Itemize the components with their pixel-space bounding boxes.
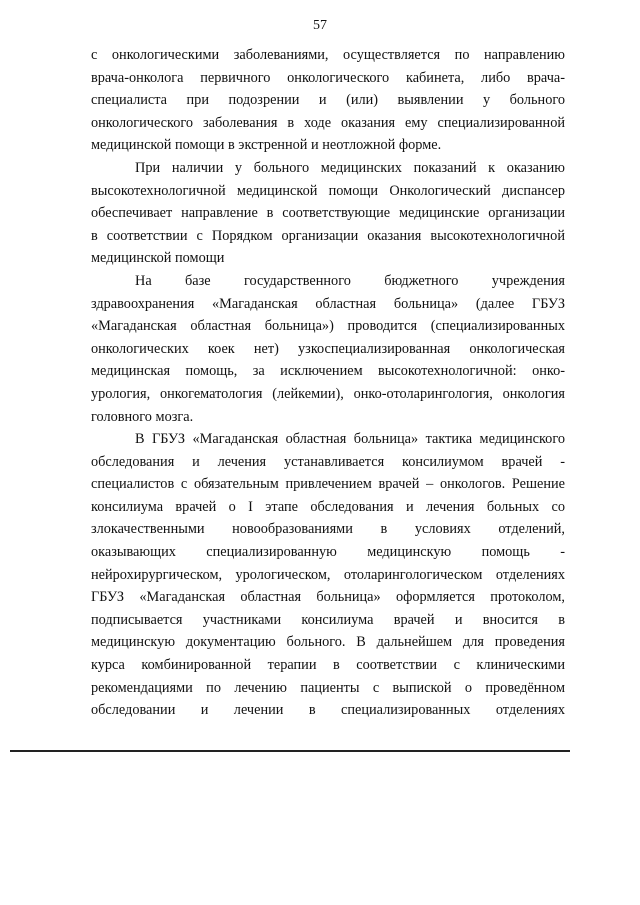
paragraph-line: онкологического заболевания в ходе оказания ему специализированной: [91, 114, 565, 131]
paragraph-line: медицинскую документацию больного. В дальнейшем для проведения: [91, 634, 565, 651]
paragraph-line: здравоохранения «Магаданская областная больница» (далее ГБУЗ: [91, 295, 565, 312]
paragraph-line: рекомендациями по лечению пациенты с выпиской о проведённом: [91, 679, 565, 696]
paragraph-line: «Магаданская областная больница») проводится (специализированных: [91, 318, 565, 335]
paragraph-line: ГБУЗ «Магаданская областная больница» оформляется протоколом,: [91, 589, 565, 606]
page-number: 57: [313, 18, 327, 33]
paragraph-line: урология, онкогематология (лейкемии), онко-отоларингология, онкология: [91, 385, 565, 402]
paragraph-4: [91, 428, 565, 722]
paragraph-line: специалистов с обязательным привлечением врачей – онкологов. Решение: [91, 476, 565, 493]
paragraph-line: обеспечивает направление в соответствующие медицинские организации: [91, 205, 565, 222]
paragraph-line: специалиста при подозрении и (или) выявлении у больного: [91, 92, 565, 109]
paragraph-line: оказывающих специализированную медицинскую помощь -: [91, 544, 565, 561]
paragraph-line: головного мозга.: [91, 408, 194, 425]
paragraph-3: [91, 270, 565, 428]
paragraph-line: медицинской помощи в экстренной и неотложной форме.: [91, 137, 442, 154]
paragraph-line: консилиума врачей о I этапе обследования и лечения больных со: [91, 498, 565, 515]
paragraph-line: высокотехнологичной медицинской помощи Онкологический диспансер: [91, 182, 565, 199]
paragraph-line: На базе государственного бюджетного учреждения: [135, 272, 565, 289]
document-body: [91, 44, 565, 722]
paragraph-line: подписывается участниками консилиума врачей и вносится в: [91, 611, 565, 628]
paragraph-line: курса комбинированной терапии в соответствии с клиническими: [91, 657, 565, 674]
footer-divider: [10, 750, 570, 752]
paragraph-line: злокачественными новообразованиями в условиях отделений,: [91, 521, 565, 538]
paragraph-line: В ГБУЗ «Магаданская областная больница» тактика медицинского: [135, 431, 565, 448]
paragraph-line: нейрохирургическом, урологическом, отоларингологическом отделениях: [91, 566, 565, 583]
paragraph-line: обследования и лечения устанавливается консилиумом врачей -: [91, 453, 565, 470]
paragraph-line: обследовании и лечении в специализированных отделениях: [91, 702, 565, 719]
paragraph-line: в соответствии с Порядком организации оказания высокотехнологичной: [91, 227, 565, 244]
paragraph-line: врача-онколога первичного онкологического кабинета, либо врача-: [91, 69, 565, 86]
paragraph-2: [91, 157, 565, 270]
paragraph-1: [91, 44, 565, 157]
paragraph-line: медицинская помощь, за исключением высокотехнологичной: онко-: [91, 363, 565, 380]
paragraph-line: медицинской помощи: [91, 250, 225, 267]
paragraph-line: онкологических коек нет) узкоспециализированная онкологическая: [91, 340, 565, 357]
paragraph-line: с онкологическими заболеваниями, осуществляется по направлению: [91, 47, 565, 63]
paragraph-line: При наличии у больного медицинских показаний к оказанию: [135, 159, 565, 176]
